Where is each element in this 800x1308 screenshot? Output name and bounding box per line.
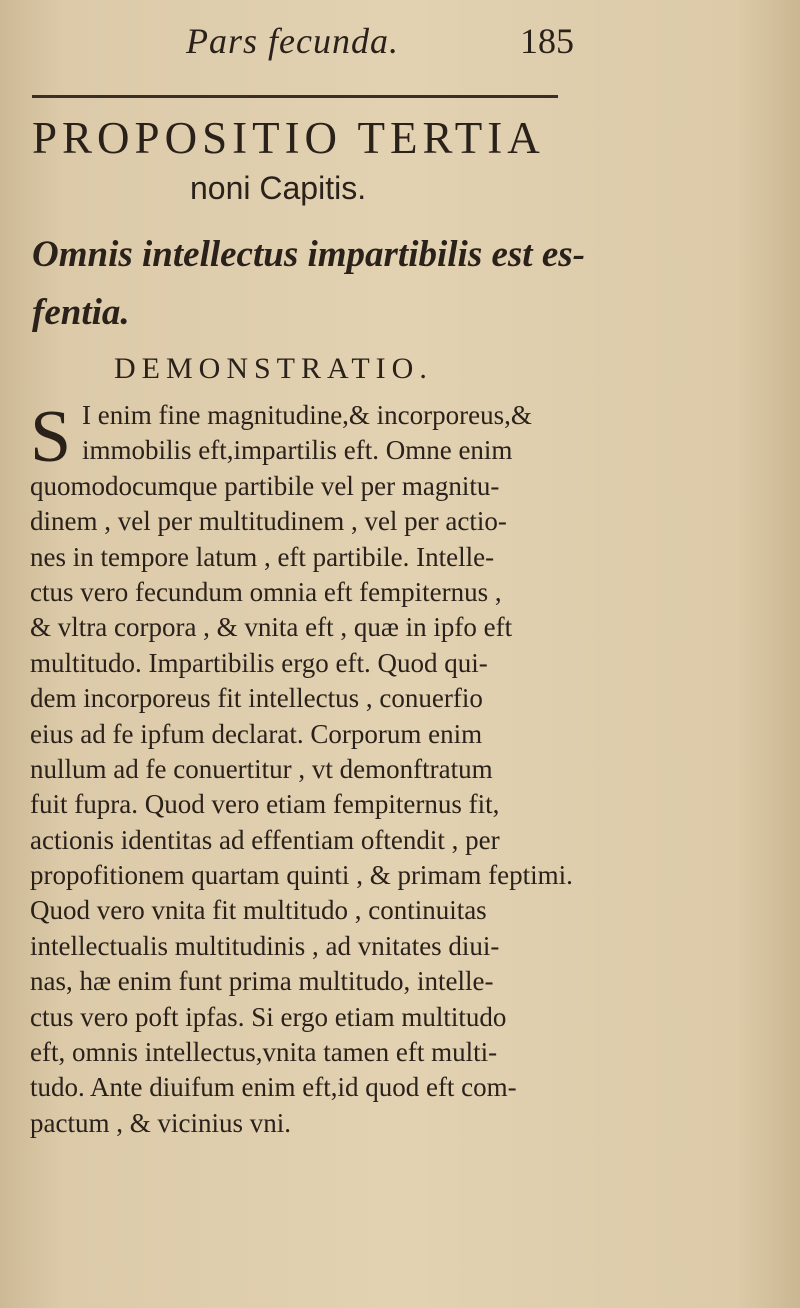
text-line: pactum , & vicinius vni. <box>30 1107 291 1138</box>
drop-cap: S <box>30 396 72 478</box>
text-line: I enim fine magnitudine,& incorporeus,& <box>82 400 532 430</box>
demonstration-heading: DEMONSTRATIO. <box>114 352 433 385</box>
theorem-line: fentia. <box>32 292 130 333</box>
header-rule <box>32 95 558 98</box>
demonstration-text <box>30 398 630 1141</box>
text-line: actionis identitas ad effentiam oftendit , per <box>30 824 500 855</box>
text-line: nas, hæ enim funt prima multitudo, intelle- <box>30 966 494 997</box>
text-line: dem incorporeus fit intellectus , conuerfio <box>30 683 483 714</box>
text-line: multitudo. Impartibilis ergo eft. Quod qui- <box>30 647 488 678</box>
text-line: nes in tempore latum , eft partibile. Intelle- <box>30 541 495 572</box>
text-line: dinem , vel per multitudinem , vel per actio- <box>30 506 507 537</box>
text-line: & vltra corpora , & vnita eft , quæ in ipfo eft <box>30 612 513 643</box>
theorem-statement <box>32 226 612 342</box>
running-head-title: Pars fecunda. <box>186 21 399 61</box>
text-line: Quod vero vnita fit multitudo , continuitas <box>30 895 487 926</box>
text-line: ctus vero poft ipfas. Si ergo etiam multitudo <box>30 1001 507 1032</box>
page-number: 185 <box>520 21 574 61</box>
theorem-line: Omnis intellectus impartibilis est es- <box>32 234 585 275</box>
text-line: nullum ad fe conuertitur , vt demonftratum <box>30 753 493 784</box>
text-line: tudo. Ante diuifum enim eft,id quod eft com- <box>30 1072 517 1103</box>
text-line: immobilis eft,impartilis eft. Omne enim <box>82 435 513 466</box>
text-line: fuit fupra. Quod vero etiam fempiternus fit, <box>30 789 500 820</box>
proposition-heading: PROPOSITIO TERTIA <box>32 113 545 163</box>
text-line-italic: propofitionem quartam quinti , & primam feptimi. <box>30 860 573 891</box>
text-line: ctus vero fecundum omnia eft fempiternus , <box>30 576 502 607</box>
text-line: eius ad fe ipfum declarat. Corporum enim <box>30 718 483 749</box>
proposition-subtitle: noni Capitis. <box>190 170 367 206</box>
running-head <box>0 14 800 64</box>
text-line: quomodocumque partibile vel per magnitu- <box>30 470 500 501</box>
text-line: intellectualis multitudinis , ad vnitates diui- <box>30 930 500 961</box>
text-line: eft, omnis intellectus,vnita tamen eft multi- <box>30 1037 498 1068</box>
